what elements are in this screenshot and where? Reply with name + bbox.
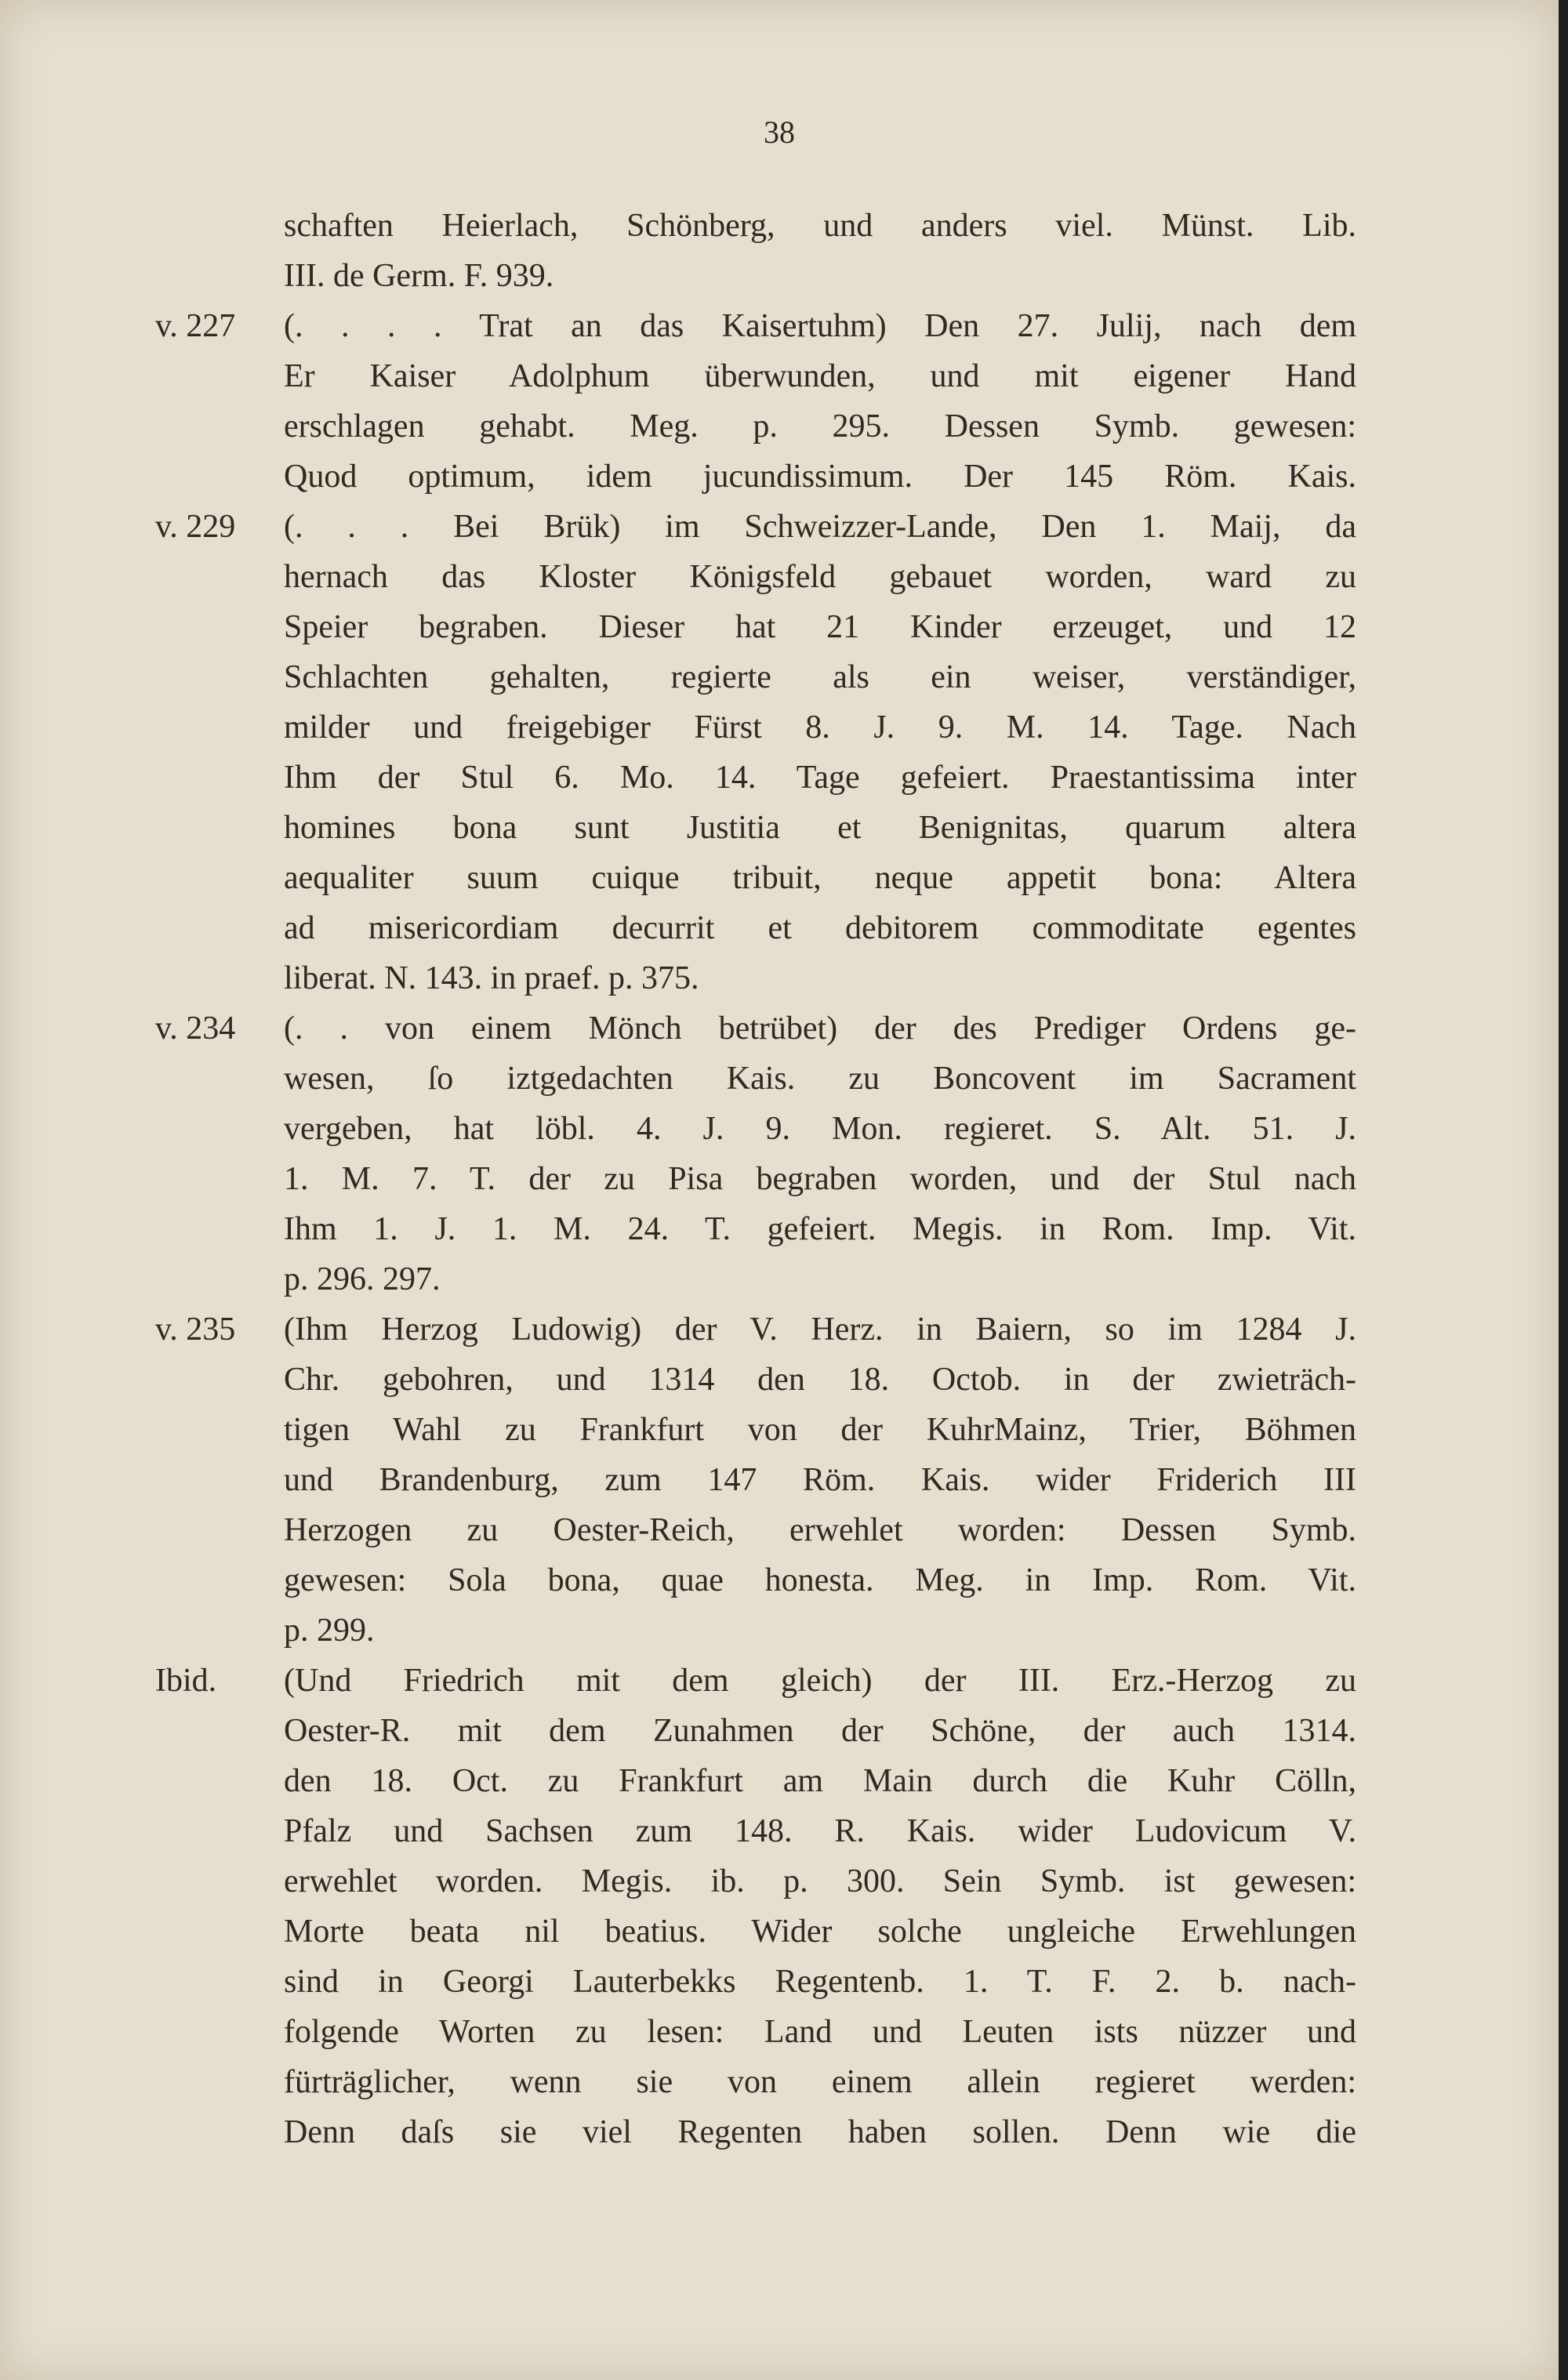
text-line: erschlagen gehabt. Meg. p. 295. Dessen Symb. gewesen:: [284, 408, 1356, 444]
text-line: Speier begraben. Dieser hat 21 Kinder erzeuget, und 12: [284, 609, 1356, 645]
text-line: den 18. Oct. zu Frankfurt am Main durch die Kuhr Cölln,: [284, 1763, 1356, 1799]
text-line: tigen Wahl zu Frankfurt von der KuhrMainz, Trier, Böhmen: [284, 1412, 1356, 1448]
text-line: Ihm der Stul 6. Mo. 14. Tage gefeiert. Praestantissima inter: [284, 760, 1356, 796]
text-line: Herzogen zu Oester-Reich, erwehlet worden: Dessen Symb.: [284, 1512, 1356, 1548]
text-line: (. . . . Trat an das Kaisertuhm) Den 27. Julij, nach dem: [284, 308, 1356, 344]
text-line: (Ihm Herzog Ludowig) der V. Herz. in Baiern, so im 1284 J.: [284, 1312, 1356, 1348]
text-line: Denn daſs sie viel Regenten haben sollen. Denn wie die: [284, 2114, 1356, 2150]
text-line: Morte beata nil beatius. Wider solche ungleiche Erwehlungen: [284, 1914, 1356, 1950]
text-line: gewesen: Sola bona, quae honesta. Meg. in Imp. Rom. Vit.: [284, 1562, 1356, 1598]
verse-reference: Ibid.: [155, 1663, 217, 1699]
text-line: p. 299.: [284, 1613, 375, 1649]
text-line: vergeben, hat löbl. 4. J. 9. Mon. regieret. S. Alt. 51. J.: [284, 1111, 1356, 1147]
text-line: (. . . Bei Brük) im Schweizzer-Lande, Den 1. Maij, da: [284, 509, 1356, 545]
text-line: Quod optimum, idem jucundissimum. Der 145 Röm. Kais.: [284, 459, 1356, 495]
text-line: (. . von einem Mönch betrübet) der des Prediger Ordens ge-: [284, 1010, 1356, 1047]
text-line: hernach das Kloster Königsfeld gebauet worden, ward zu: [284, 559, 1356, 595]
text-line: Pfalz und Sachsen zum 148. R. Kais. wider Ludovicum V.: [284, 1813, 1356, 1849]
text-line: Schlachten gehalten, regierte als ein weiser, verständiger,: [284, 659, 1356, 695]
text-line: und Brandenburg, zum 147 Röm. Kais. wider Friderich III: [284, 1462, 1356, 1498]
text-line: Ihm 1. J. 1. M. 24. T. gefeiert. Megis. in Rom. Imp. Vit.: [284, 1211, 1356, 1247]
text-line: wesen, ſo iztgedachten Kais. zu Boncovent im Sacrament: [284, 1061, 1356, 1097]
text-line: p. 296. 297.: [284, 1261, 441, 1297]
text-line: III. de Germ. F. 939.: [284, 258, 554, 294]
text-line: sind in Georgi Lauterbekks Regentenb. 1. T. F. 2. b. nach-: [284, 1964, 1356, 2000]
text-line: homines bona sunt Justitia et Benignitas, quarum altera: [284, 810, 1356, 846]
verse-reference: v. 227: [155, 308, 236, 344]
text-line: milder und freigebiger Fürst 8. J. 9. M. 14. Tage. Nach: [284, 709, 1356, 746]
text-line: 1. M. 7. T. der zu Pisa begraben worden, und der Stul nach: [284, 1161, 1356, 1197]
text-line: schaften Heierlach, Schönberg, und anders viel. Münst. Lib.: [284, 208, 1356, 244]
page-edge: [1559, 0, 1568, 2380]
text-line: Er Kaiser Adolphum überwunden, und mit eigener Hand: [284, 358, 1356, 394]
text-line: liberat. N. 143. in praef. p. 375.: [284, 960, 699, 996]
verse-reference: v. 235: [155, 1312, 236, 1348]
text-line: Oester-R. mit dem Zunahmen der Schöne, der auch 1314.: [284, 1713, 1356, 1749]
text-line: erwehlet worden. Megis. ib. p. 300. Sein Symb. ist gewesen:: [284, 1863, 1356, 1899]
text-line: folgende Worten zu lesen: Land und Leuten ists nüzzer und: [284, 2014, 1356, 2050]
text-line: (Und Friedrich mit dem gleich) der III. Erz.-Herzog zu: [284, 1663, 1356, 1699]
text-line: Chr. gebohren, und 1314 den 18. Octob. in der zwieträch-: [284, 1362, 1356, 1398]
text-line: aequaliter suum cuique tribuit, neque appetit bona: Altera: [284, 860, 1356, 896]
text-line: fürträglicher, wenn sie von einem allein regieret werden:: [284, 2064, 1356, 2100]
text-line: ad misericordiam decurrit et debitorem commoditate egentes: [284, 910, 1356, 946]
verse-reference: v. 229: [155, 509, 236, 545]
page-number: 38: [764, 114, 795, 150]
verse-reference: v. 234: [155, 1010, 236, 1047]
